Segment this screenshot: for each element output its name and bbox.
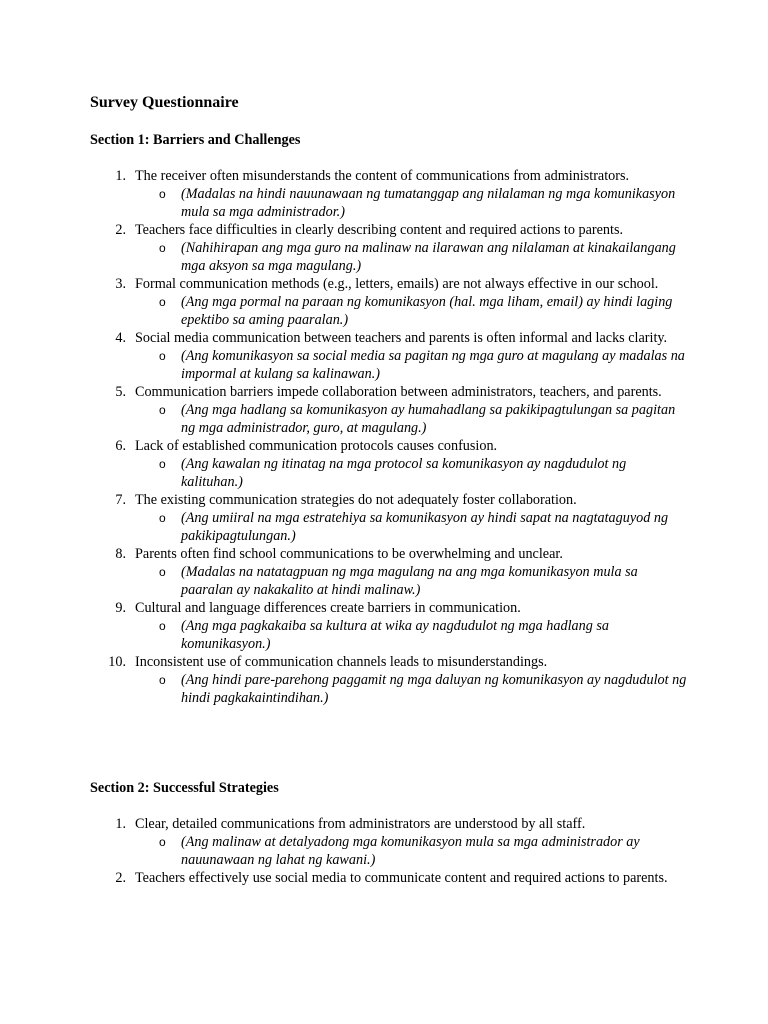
question-text-english: Formal communication methods (e.g., letters, emails) are not always effective in our school. (135, 276, 659, 292)
circle-bullet-icon: o (159, 565, 166, 579)
question-number: 1. (115, 816, 126, 832)
question-number: 1. (115, 168, 126, 184)
question-item (90, 545, 690, 599)
question-text-english: Parents often find school communications to be overwhelming and unclear. (135, 546, 563, 562)
section-heading-barriers: Section 1: Barriers and Challenges (90, 132, 301, 148)
question-text-filipino: (Ang mga hadlang sa komunikasyon ay humahadlang sa pakikipagtulungan sa pagitan ng mga administrador, guro, at magulang.) (181, 402, 676, 436)
question-number: 5. (115, 384, 126, 400)
question-text-filipino: (Ang komunikasyon sa social media sa pagitan ng mga guro at magulang ay madalas na impormal at kulang sa kalinawan.) (181, 348, 685, 382)
question-text-filipino: (Ang mga pormal na paraan ng komunikasyon (hal. mga liham, email) ay hindi laging epektibo sa aming paaralan.) (181, 294, 673, 328)
question-list-section-1 (90, 167, 690, 707)
circle-bullet-icon: o (159, 457, 166, 471)
question-number: 2. (115, 870, 126, 886)
question-text-english: The existing communication strategies do not adequately foster collaboration. (135, 492, 577, 508)
question-number: 10. (108, 654, 126, 670)
question-text-filipino: (Madalas na hindi nauunawaan ng tumatanggap ang nilalaman ng mga komunikasyon mula sa mga administrador.) (181, 186, 676, 220)
question-translation (135, 239, 690, 275)
question-text-filipino: (Ang hindi pare-parehong paggamit ng mga daluyan ng komunikasyon ay nagdudulot ng hindi pagkakaintindihan.) (181, 672, 687, 706)
question-item (90, 329, 690, 383)
circle-bullet-icon: o (159, 349, 166, 363)
question-item (90, 167, 690, 221)
question-text-filipino: (Madalas na natatagpuan ng mga magulang na ang mga komunikasyon mula sa paaralan ay nakakalito at hindi malinaw.) (181, 564, 638, 598)
circle-bullet-icon: o (159, 619, 166, 633)
question-number: 2. (115, 222, 126, 238)
question-text-english: Cultural and language differences create barriers in communication. (135, 600, 521, 616)
question-item (90, 383, 690, 437)
circle-bullet-icon: o (159, 511, 166, 525)
page-title: Survey Questionnaire (90, 94, 239, 111)
circle-bullet-icon: o (159, 673, 166, 687)
question-item (90, 491, 690, 545)
question-translation (135, 185, 690, 221)
question-text-english: Social media communication between teachers and parents is often informal and lacks clarity. (135, 330, 668, 346)
question-text-filipino: (Nahihirapan ang mga guro na malinaw na ilarawan ang nilalaman at kinakailangang mga aksyon sa mga magulang.) (181, 240, 676, 274)
question-number: 9. (115, 600, 126, 616)
question-text-filipino: (Ang mga pagkakaiba sa kultura at wika ay nagdudulot ng mga hadlang sa komunikasyon.) (181, 618, 609, 652)
question-translation (135, 563, 690, 599)
question-item (90, 275, 690, 329)
question-translation (135, 671, 690, 707)
question-number: 7. (115, 492, 126, 508)
question-translation (135, 347, 690, 383)
question-number: 8. (115, 546, 126, 562)
question-list-section-2 (90, 815, 690, 887)
question-number: 6. (115, 438, 126, 454)
question-translation (135, 455, 690, 491)
question-item (90, 653, 690, 707)
question-item (90, 437, 690, 491)
question-text-english: Teachers effectively use social media to communicate content and required actions to parents. (135, 870, 668, 886)
question-number: 4. (115, 330, 126, 346)
question-translation (135, 617, 690, 653)
question-translation (135, 833, 690, 869)
question-item (90, 221, 690, 275)
question-text-english: Inconsistent use of communication channels leads to misunderstandings. (135, 654, 548, 670)
question-text-english: Lack of established communication protocols causes confusion. (135, 438, 498, 454)
question-text-filipino: (Ang malinaw at detalyadong mga komunikasyon mula sa mga administrador ay nauunawaan ng lahat ng kawani.) (181, 834, 640, 868)
question-translation (135, 401, 690, 437)
question-translation (135, 293, 690, 329)
section-heading-strategies: Section 2: Successful Strategies (90, 780, 279, 796)
circle-bullet-icon: o (159, 241, 166, 255)
question-number: 3. (115, 276, 126, 292)
question-text-filipino: (Ang kawalan ng itinatag na mga protocol sa komunikasyon ay nagdudulot ng kalituhan.) (181, 456, 627, 490)
circle-bullet-icon: o (159, 187, 166, 201)
question-text-english: Teachers face difficulties in clearly describing content and required actions to parents. (135, 222, 624, 238)
question-item (90, 815, 690, 869)
question-item (90, 869, 690, 887)
circle-bullet-icon: o (159, 403, 166, 417)
question-text-english: Clear, detailed communications from administrators are understood by all staff. (135, 816, 586, 832)
question-text-english: The receiver often misunderstands the content of communications from administrators. (135, 168, 630, 184)
circle-bullet-icon: o (159, 835, 166, 849)
circle-bullet-icon: o (159, 295, 166, 309)
question-item (90, 599, 690, 653)
question-translation (135, 509, 690, 545)
question-text-filipino: (Ang umiiral na mga estratehiya sa komunikasyon ay hindi sapat na nagtataguyod ng pakikipagtulungan.) (181, 510, 669, 544)
question-text-english: Communication barriers impede collaboration between administrators, teachers, and parents. (135, 384, 662, 400)
